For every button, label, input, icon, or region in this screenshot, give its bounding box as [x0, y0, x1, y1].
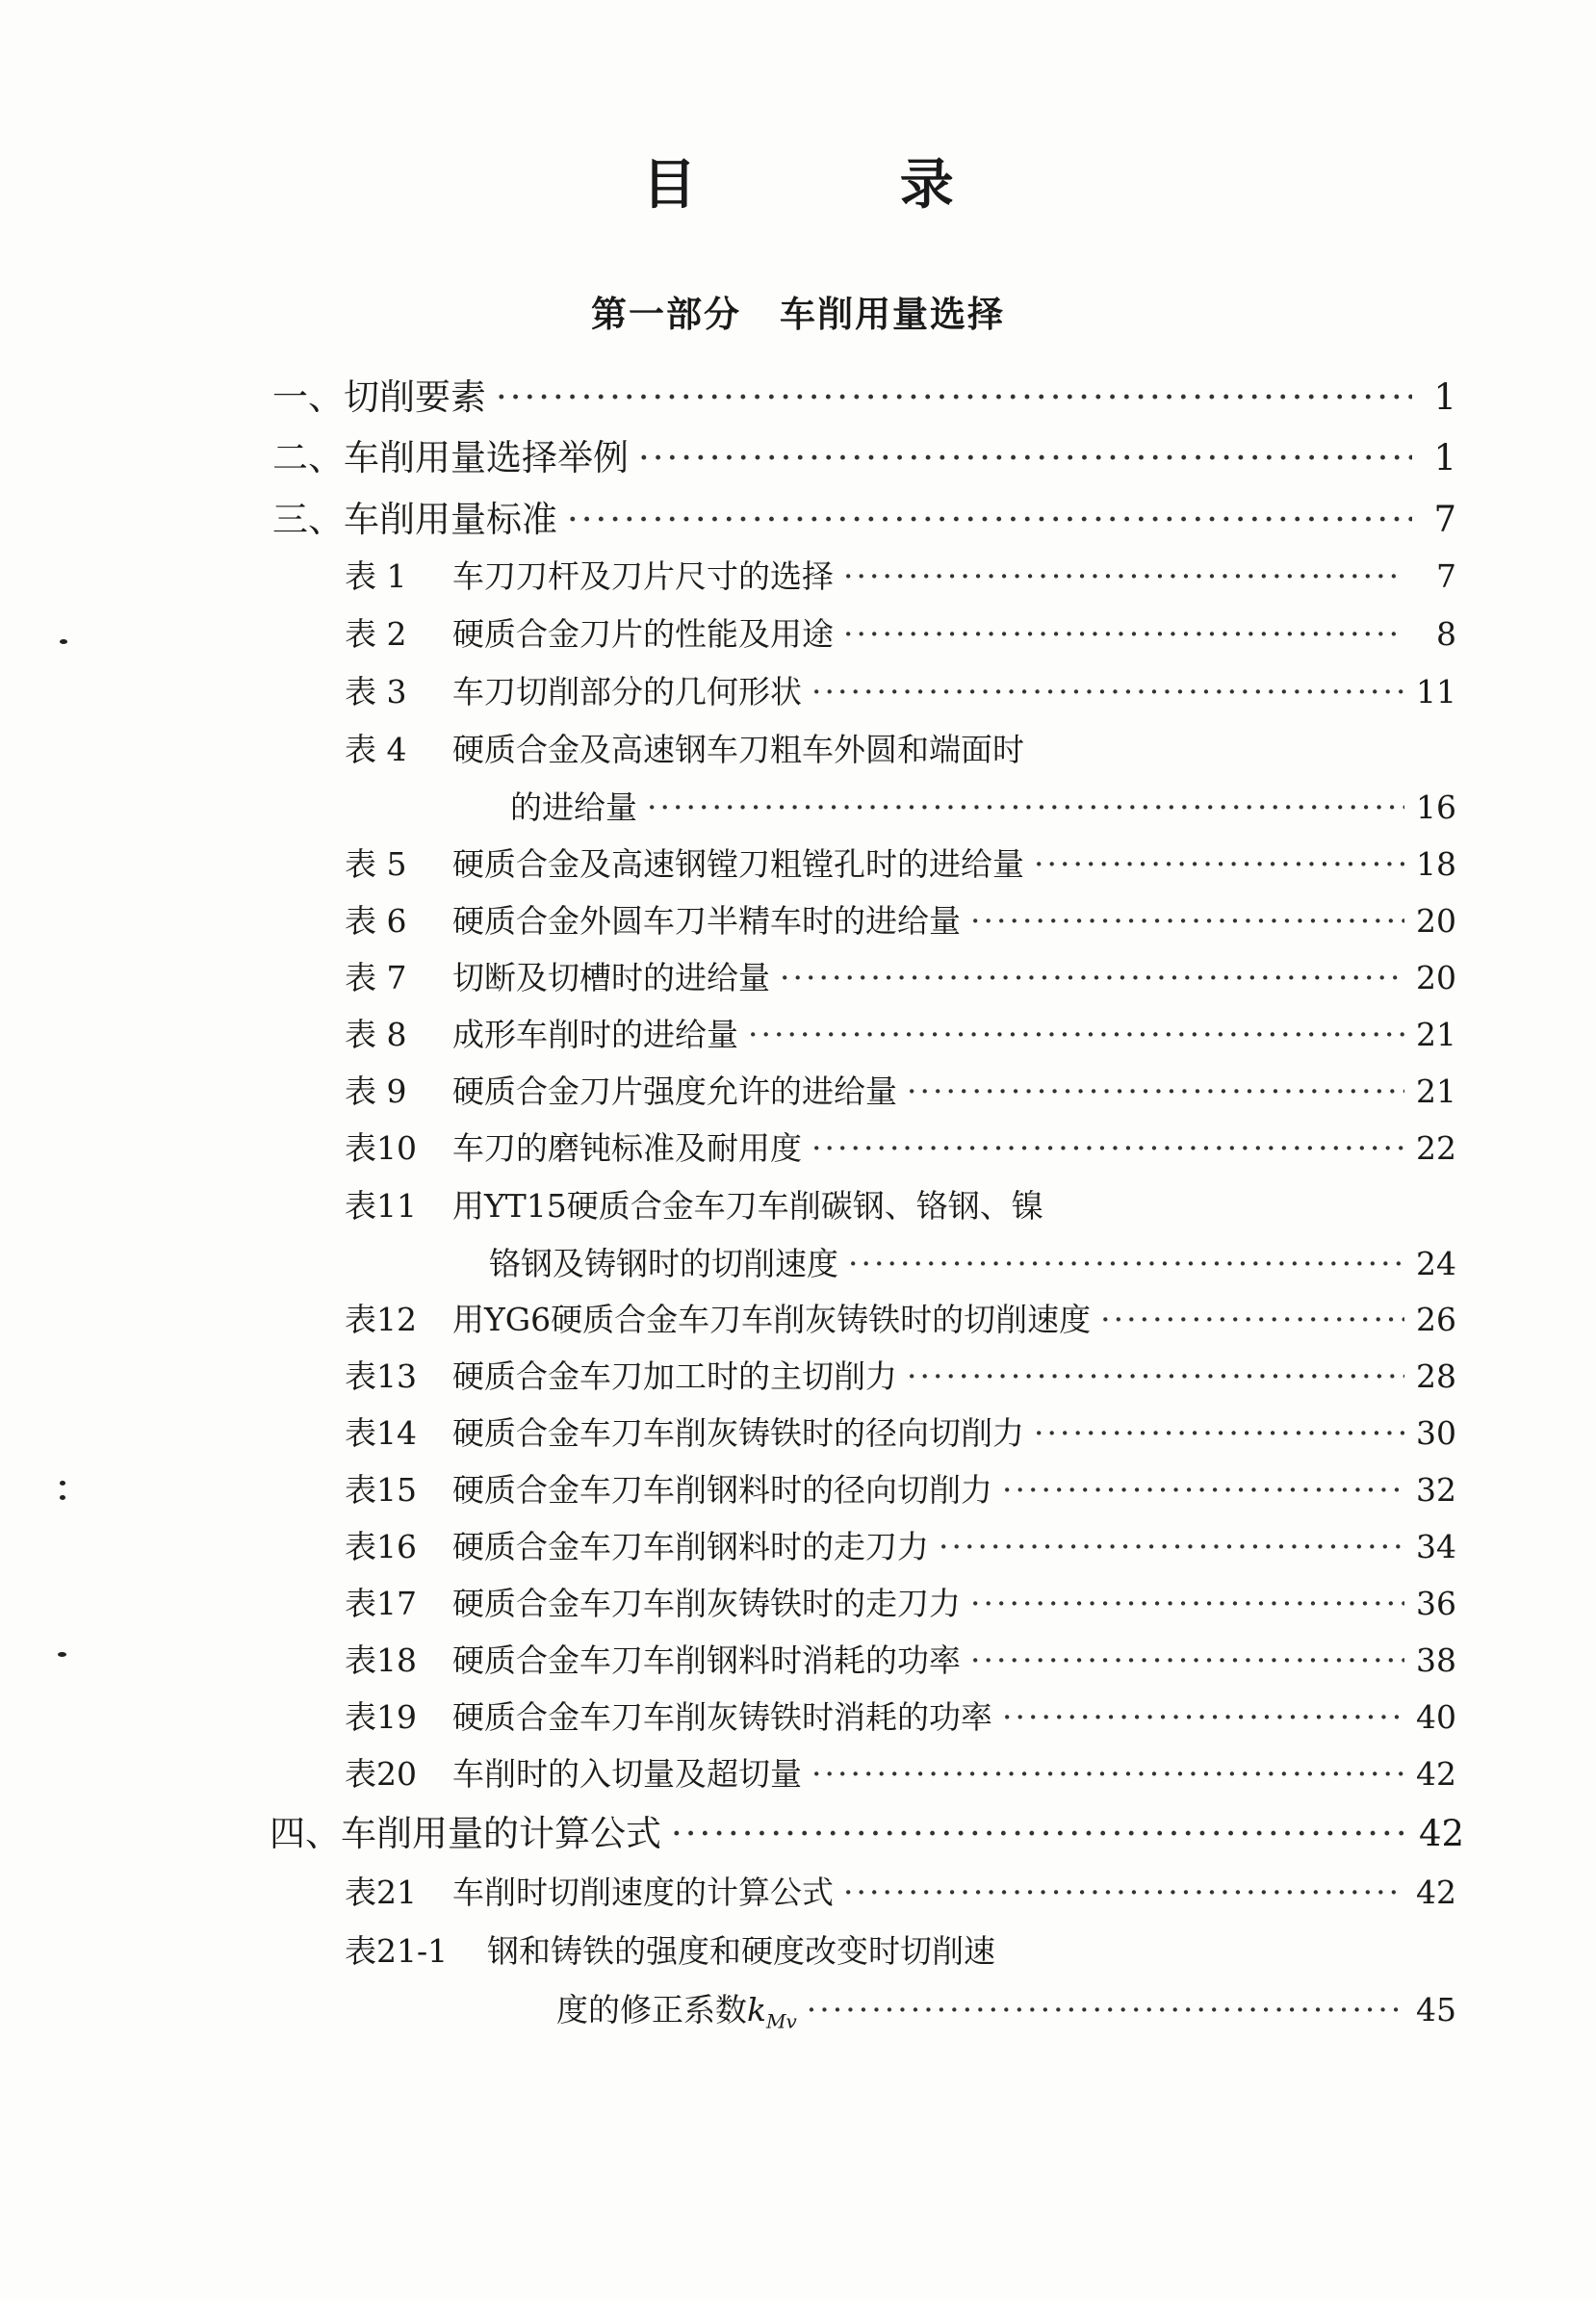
table-title: 车削时的入切量及超切量	[452, 1755, 802, 1793]
toc-table-11-line1[interactable]	[345, 1182, 1043, 1230]
page-number: 21	[1416, 1072, 1456, 1110]
page-number: 36	[1416, 1585, 1456, 1622]
page-number: 18	[1416, 845, 1456, 883]
toc-chapter-3[interactable]	[272, 496, 1456, 544]
table-title: 硬质合金及高速钢镗刀粗镗孔时的进给量	[452, 845, 1024, 883]
table-title: 车削时切削速度的计算公式	[452, 1874, 834, 1911]
toc-table-21[interactable]	[345, 1869, 1456, 1917]
scan-speck	[58, 1652, 66, 1657]
toc-table-14[interactable]	[345, 1409, 1456, 1458]
table-title: 钢和铸铁的强度和硬度改变时切削速	[487, 1932, 995, 1970]
dot-leader	[970, 897, 1404, 945]
dot-leader	[807, 1986, 1404, 2034]
table-number: 表 4	[345, 731, 407, 768]
dot-leader	[638, 434, 1412, 482]
page-number: 40	[1416, 1698, 1456, 1736]
page-number: 38	[1416, 1641, 1456, 1679]
table-number: 表17	[345, 1585, 417, 1622]
table-title: 硬质合金外圆车刀半精车时的进给量	[452, 902, 961, 940]
page-number: 24	[1416, 1245, 1456, 1282]
page-number: 16	[1416, 788, 1456, 826]
toc-chapter-4[interactable]	[270, 1810, 1465, 1858]
table-title: 硬质合金车刀车削钢料时的走刀力	[452, 1528, 929, 1565]
table-title: 硬质合金刀片的性能及用途	[452, 615, 834, 653]
page-number: 34	[1416, 1528, 1456, 1565]
table-title: 车刀的磨钝标准及耐用度	[452, 1129, 802, 1167]
dot-leader	[1034, 1409, 1404, 1458]
toc-chapter-2[interactable]	[272, 434, 1456, 482]
scan-speck	[60, 639, 67, 644]
dot-leader	[939, 1523, 1404, 1571]
dot-leader	[907, 1353, 1404, 1401]
toc-table-3[interactable]	[345, 668, 1456, 716]
dot-leader	[1002, 1693, 1404, 1742]
dot-leader	[970, 1580, 1404, 1628]
table-title: 硬质合金刀片强度允许的进给量	[452, 1072, 897, 1110]
scan-speck	[60, 1495, 65, 1500]
toc-table-8[interactable]	[345, 1011, 1456, 1059]
toc-table-7[interactable]	[345, 954, 1456, 1002]
page-number: 42	[1419, 1813, 1465, 1854]
dot-leader	[843, 553, 1404, 601]
page-number: 20	[1416, 959, 1456, 996]
page-number: 1	[1433, 376, 1456, 418]
table-title: 硬质合金及高速钢车刀粗车外圆和端面时	[452, 731, 1024, 768]
page-number: 11	[1416, 673, 1456, 711]
dot-leader	[811, 668, 1404, 716]
page-number: 22	[1416, 1129, 1456, 1167]
table-number: 表 6	[345, 902, 407, 940]
table-number: 表12	[345, 1301, 417, 1338]
table-title: 硬质合金车刀车削钢料时消耗的功率	[452, 1641, 961, 1679]
table-title: 硬质合金车刀车削灰铸铁时消耗的功率	[452, 1698, 992, 1736]
page-number: 42	[1416, 1755, 1456, 1793]
table-number: 表 8	[345, 1016, 407, 1053]
dot-leader	[496, 374, 1412, 422]
table-number: 表20	[345, 1755, 417, 1793]
correction-factor-symbol: k	[747, 1991, 766, 2029]
page-number: 7	[1436, 557, 1456, 595]
table-title: 硬质合金车刀车削钢料时的径向切削力	[452, 1471, 992, 1509]
correction-factor-subscript: Mv	[766, 2009, 797, 2033]
part-heading	[0, 285, 1596, 337]
toc-table-10[interactable]	[345, 1124, 1456, 1173]
table-number: 表 3	[345, 673, 407, 711]
toc-table-18[interactable]	[345, 1637, 1456, 1685]
dot-leader	[780, 954, 1404, 1002]
dot-leader	[848, 1240, 1404, 1288]
table-title: 硬质合金车刀车削灰铸铁时的径向切削力	[452, 1414, 1024, 1452]
toc-table-1[interactable]	[345, 553, 1456, 601]
page-number: 42	[1416, 1874, 1456, 1911]
dot-leader	[970, 1637, 1404, 1685]
toc-table-6[interactable]	[345, 897, 1456, 945]
table-number: 表 1	[345, 557, 407, 595]
page-number: 32	[1416, 1471, 1456, 1509]
scan-speck	[60, 1481, 65, 1486]
dot-leader	[567, 496, 1412, 544]
toc-table-2[interactable]	[345, 610, 1456, 659]
page-number: 8	[1436, 615, 1456, 653]
part-number: 第一部分	[591, 294, 741, 335]
chapter-label: 三、车削用量标准	[272, 499, 557, 540]
toc-table-21-1-line2[interactable]	[556, 1986, 1456, 2034]
table-number: 表15	[345, 1471, 417, 1509]
table-number: 表19	[345, 1698, 417, 1736]
toc-chapter-1[interactable]	[272, 374, 1456, 422]
table-title: 车刀刀杆及刀片尺寸的选择	[452, 557, 834, 595]
table-number: 表13	[345, 1357, 417, 1395]
page-number: 26	[1416, 1301, 1456, 1338]
toc-table-4-line1[interactable]	[345, 726, 1024, 774]
table-number: 表11	[345, 1187, 417, 1225]
table-title: 用YT15硬质合金车刀车削碳钢、铬钢、镍	[452, 1187, 1043, 1225]
toc-table-19[interactable]	[345, 1693, 1456, 1742]
toc-table-20[interactable]	[345, 1750, 1456, 1798]
page-number: 20	[1416, 902, 1456, 940]
toc-table-16[interactable]	[345, 1523, 1456, 1571]
table-number: 表21	[345, 1874, 417, 1911]
toc-table-12[interactable]	[345, 1296, 1456, 1344]
toc-table-13[interactable]	[345, 1353, 1456, 1401]
toc-table-15[interactable]	[345, 1466, 1456, 1514]
table-title: 成形车削时的进给量	[452, 1016, 738, 1053]
toc-table-17[interactable]	[345, 1580, 1456, 1628]
chapter-label: 二、车削用量选择举例	[272, 437, 629, 478]
table-title: 切断及切槽时的进给量	[452, 959, 770, 996]
table-number: 表 5	[345, 845, 407, 883]
chapter-label: 四、车削用量的计算公式	[270, 1813, 661, 1854]
dot-leader	[647, 784, 1404, 832]
page-title: 目 录	[642, 154, 1046, 217]
dot-leader	[671, 1810, 1409, 1858]
dot-leader	[811, 1124, 1404, 1173]
page-number: 21	[1416, 1016, 1456, 1053]
dot-leader	[1034, 840, 1404, 889]
page-number: 45	[1416, 1991, 1456, 2029]
table-title-continued: 的进给量	[510, 788, 637, 826]
table-number: 表18	[345, 1641, 417, 1679]
page-number: 7	[1433, 499, 1456, 540]
toc-table-4-line2[interactable]	[510, 784, 1456, 832]
page-number: 1	[1433, 437, 1456, 478]
table-number: 表10	[345, 1129, 417, 1167]
dot-leader	[907, 1068, 1404, 1116]
table-number: 表 7	[345, 959, 407, 996]
table-title: 用YG6硬质合金车刀车削灰铸铁时的切削速度	[452, 1301, 1092, 1338]
dot-leader	[811, 1750, 1404, 1798]
table-number: 表16	[345, 1528, 417, 1565]
table-title: 硬质合金车刀车削灰铸铁时的走刀力	[452, 1585, 961, 1622]
page-number: 30	[1416, 1414, 1456, 1452]
dot-leader	[1100, 1296, 1404, 1344]
table-title: 硬质合金车刀加工时的主切削力	[452, 1357, 897, 1395]
dot-leader	[843, 610, 1404, 659]
table-number: 表 2	[345, 615, 407, 653]
part-name: 车削用量选择	[780, 294, 1005, 335]
toc-table-21-1-line1[interactable]	[345, 1927, 995, 1976]
table-title-continued: 度的修正系数	[556, 1991, 747, 2029]
dot-leader	[748, 1011, 1404, 1059]
table-title: 车刀切削部分的几何形状	[452, 673, 802, 711]
toc-table-11-line2[interactable]	[489, 1240, 1456, 1288]
dot-leader	[1002, 1466, 1404, 1514]
page-number: 28	[1416, 1357, 1456, 1395]
toc-table-9[interactable]	[345, 1068, 1456, 1116]
table-number: 表21-1	[345, 1932, 449, 1970]
dot-leader	[843, 1869, 1404, 1917]
table-title-continued: 铬钢及铸钢时的切削速度	[489, 1245, 838, 1282]
table-number: 表14	[345, 1414, 417, 1452]
toc-table-5[interactable]	[345, 840, 1456, 889]
table-number: 表 9	[345, 1072, 407, 1110]
chapter-label: 一、切削要素	[272, 376, 486, 418]
